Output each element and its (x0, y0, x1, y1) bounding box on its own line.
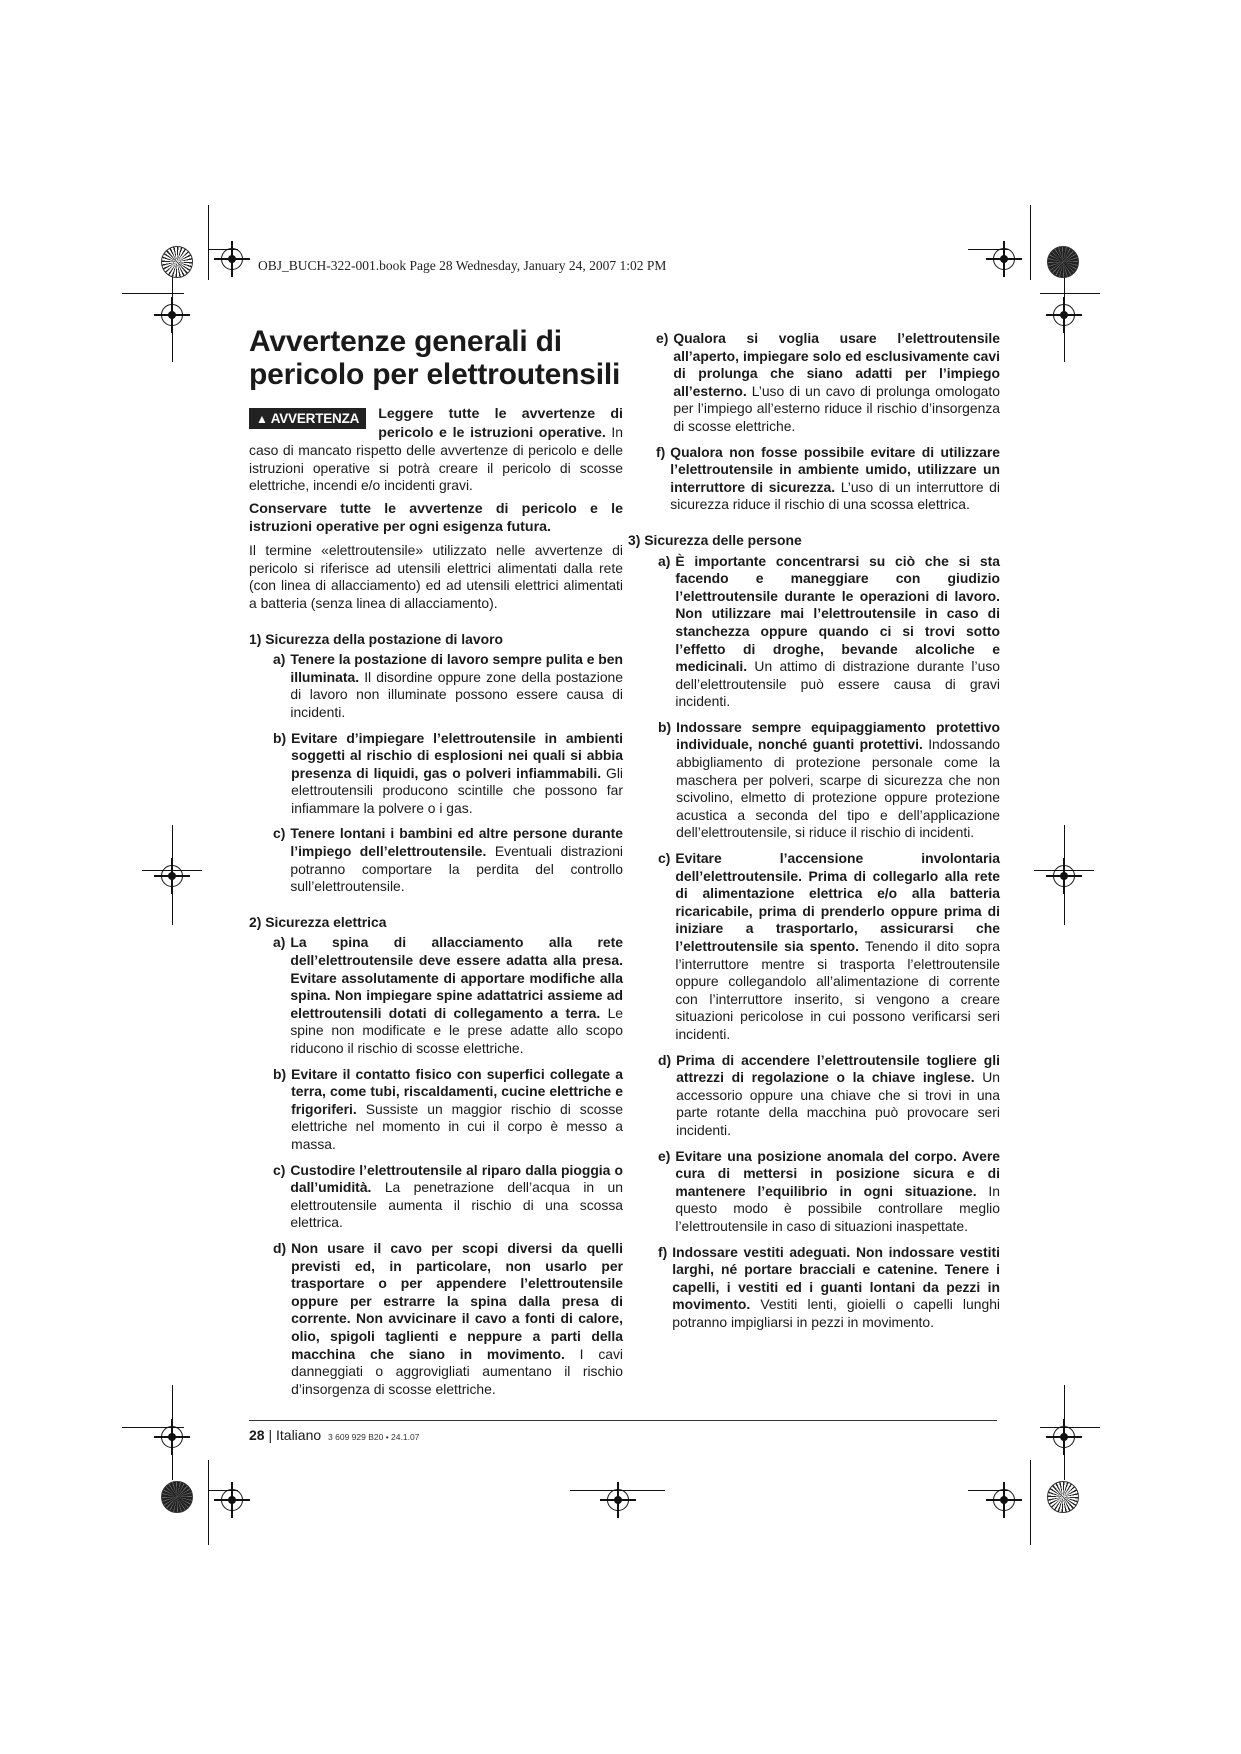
registration-mark-icon (993, 1489, 1015, 1511)
section-1-list (249, 651, 623, 896)
crop-line (208, 205, 209, 280)
registration-mark-icon (1053, 304, 1075, 326)
warning-triangle-icon: ▲ (256, 412, 268, 426)
crop-line (1030, 1460, 1031, 1545)
list-item: c) Tenere lontani i bambini ed altre persone durante l’impiego dell’elettroutensile. Eventuali distrazioni potranno comportare la perdita del controllo sull’elettroutensile. (273, 825, 624, 895)
registration-mark-icon (221, 1489, 243, 1511)
registration-mark-icon (607, 1489, 629, 1511)
registration-mark-icon (161, 865, 183, 887)
crop-line (1030, 205, 1031, 280)
crop-line (122, 293, 184, 294)
section-heading-2: 2) Sicurezza elettrica (249, 913, 387, 930)
conserve-note: Conservare tutte le avvertenze di pericolo e le istruzioni operative per ogni esigenza futura. (249, 500, 623, 535)
section-heading-1: 1) Sicurezza della postazione di lavoro (249, 630, 503, 647)
footer-code: 3 609 929 B20 • 24.1.07 (328, 1432, 420, 1442)
right-column (628, 330, 1001, 1339)
list-item: b) Evitare d’impiegare l’elettroutensile in ambienti soggetti al rischio di esplosioni nei quali si abbia presenza di liquidi, gas o polveri infiammabili. Gli elettroutensili producono scintille che possono far infiammare la polvere o i gas. (273, 729, 624, 816)
section-2-list-continued (638, 330, 1000, 514)
list-item: b) Evitare il contatto fisico con superfici collegate a terra, come tubi, riscaldamenti, cucine elettriche e frigoriferi. Sussiste un maggior rischio di scosse elettriche nel momento in cui il corpo è messo a massa. (273, 1065, 623, 1152)
warning-badge: ▲ AVVERTENZA (249, 408, 366, 429)
registration-mark-icon (221, 248, 243, 270)
list-item: a) Tenere la postazione di lavoro sempre pulita e ben illuminata. Il disordine oppure zone della postazione di lavoro non illuminate possono essere causa di incidenti. (273, 651, 623, 720)
registration-mark-icon (161, 1426, 183, 1448)
page-footer (249, 1427, 419, 1443)
definition-text: Il termine «elettroutensile» utilizzato nelle avvertenze di pericolo si riferisce ad utensili elettrici alimentati dalla rete (con linea di allacciamento) ed ad utensili elettrici alimentati a batteria (senza linea di allacciamento). (249, 542, 623, 611)
page-number: 28 (249, 1427, 265, 1443)
warning-bold: Leggere tutte le avvertenze di pericolo e le istruzioni operative. (378, 406, 623, 441)
footer-language: Italiano (276, 1427, 322, 1443)
crop-line (208, 1460, 209, 1545)
left-column (249, 325, 623, 1406)
list-item: b) Indossare sempre equipaggiamento protettivo individuale, nonché guanti protettivi. Indossando abbigliamento di protezione personale come la maschera per polveri, scarpe di sicurezza che non scivolino, elmetto di protezione oppure protezione acustica a seconda del tipo e dell’applicazione dell’elettroutensile, si riduce il rischio di incidenti. (658, 718, 1001, 841)
warning-paragraph (249, 405, 623, 495)
list-item: c) Custodire l’elettroutensile al riparo dalla pioggia o dall’umidità. La penetrazione dell’acqua in un elettroutensile aumenta il rischio di una scossa elettrica. (273, 1161, 623, 1231)
footer-separator: | (268, 1427, 273, 1443)
list-item: c) Evitare l’accensione involontaria dell’elettroutensile. Prima di collegarlo alla rete di alimentazione elettrica e/o alla batteria ricaricabile, prima di prenderlo oppure prima di iniziare a trasportarlo, assicurarsi che l’elettroutensile sia spento. Tenendo il dito sopra l’interruttore mentre si trasporta l’elettroutensile oppure collegandolo all’alimentazione di corrente con l’interruttore inserito, si vengono a creare situazioni pericolose in cui possono verificarsi seri incidenti. (658, 850, 1000, 1042)
print-header: OBJ_BUCH-322-001.book Page 28 Wednesday, January 24, 2007 1:02 PM (258, 258, 667, 273)
color-wheel-icon (161, 246, 193, 278)
list-item: f) Indossare vestiti adeguati. Non indossare vestiti larghi, né portare bracciali e catenine. Tenere i capelli, i vestiti ed i guanti lontani da pezzi in movimento. Vestiti lenti, gioielli o capelli lunghi potranno impigliarsi in pezzi in movimento. (658, 1243, 1001, 1330)
color-wheel-icon (161, 1481, 193, 1513)
registration-mark-icon (1053, 1426, 1075, 1448)
color-wheel-icon (1047, 246, 1079, 278)
list-item: e) Qualora si voglia usare l’elettroutensile all’aperto, impiegare solo ed esclusivamente cavi di prolunga che siano adatti per l’impiego all’esterno. L’uso di un cavo di prolunga omologato per l’impiego all’esterno riduce il rischio d’insorgenza di scosse elettriche. (656, 330, 1000, 434)
warning-text: In caso di mancato rispetto delle avvertenze di pericolo e delle istruzioni operative si potrà creare il pericolo di scosse elettriche, incendi e/o incidenti gravi. (249, 423, 623, 494)
list-item: d) Prima di accendere l’elettroutensile togliere gli attrezzi di regolazione o la chiave inglese. Un accessorio oppure una chiave che si trovi in una parte rotante della macchina può provocare seri incidenti. (658, 1051, 1000, 1138)
section-2-list (249, 934, 623, 1398)
list-item: e) Evitare una posizione anomala del corpo. Avere cura di mettersi in posizione sicura e di mantenere l’equilibrio in ogni situazione. In questo modo è possibile controllare meglio l’elettroutensile in caso di situazioni inaspettate. (658, 1147, 1000, 1234)
section-3-list (638, 553, 1000, 1332)
list-item: f) Qualora non fosse possibile evitare di utilizzare l’elettroutensile in ambiente umido, utilizzare un interruttore di sicurezza. L’uso di un interruttore di sicurezza riduce il rischio di una scossa elettrica. (656, 443, 1000, 513)
crop-line (1040, 293, 1100, 294)
footer-rule (249, 1420, 997, 1421)
registration-mark-icon (1053, 865, 1075, 887)
list-item: d) Non usare il cavo per scopi diversi da quelli previsti ed, in particolare, non usarlo per trasportare o per appendere l’elettroutensile oppure per estrarre la spina dalla presa di corrente. Non avvicinare il cavo a fonti di calore, olio, spigoli taglienti e neppure a parti della macchina che siano in movimento. I cavi danneggiati o aggrovigliati aumentano il rischio d’insorgenza di scosse elettriche. (273, 1239, 624, 1397)
section-heading-3: 3) Sicurezza delle persone (628, 531, 802, 548)
list-item: a) È importante concentrarsi su ciò che si sta facendo e maneggiare con giudizio l’elettroutensile durante le operazioni di lavoro. Non utilizzare mai l’elettroutensile in caso di stanchezza oppure quando ci si trovi sotto l’effetto di droghe, bevande alcoliche e medicinali. Un attimo di distrazione durante l’uso dell’elettroutensile può essere causa di gravi incidenti. (658, 552, 1000, 710)
registration-mark-icon (161, 304, 183, 326)
list-item: a) La spina di allacciamento alla rete dell’elettroutensile deve essere adatta alla presa. Evitare assolutamente di apportare modifiche alla spina. Non impiegare spine adattatrici assieme ad elettroutensili dotati di collegamento a terra. Le spine non modificate e le prese adatte allo scopo riducono il rischio di scosse elettriche. (273, 934, 624, 1056)
page-title: Avvertenze generali di pericolo per elettroutensili (249, 325, 621, 391)
color-wheel-icon (1047, 1481, 1079, 1513)
registration-mark-icon (993, 248, 1015, 270)
